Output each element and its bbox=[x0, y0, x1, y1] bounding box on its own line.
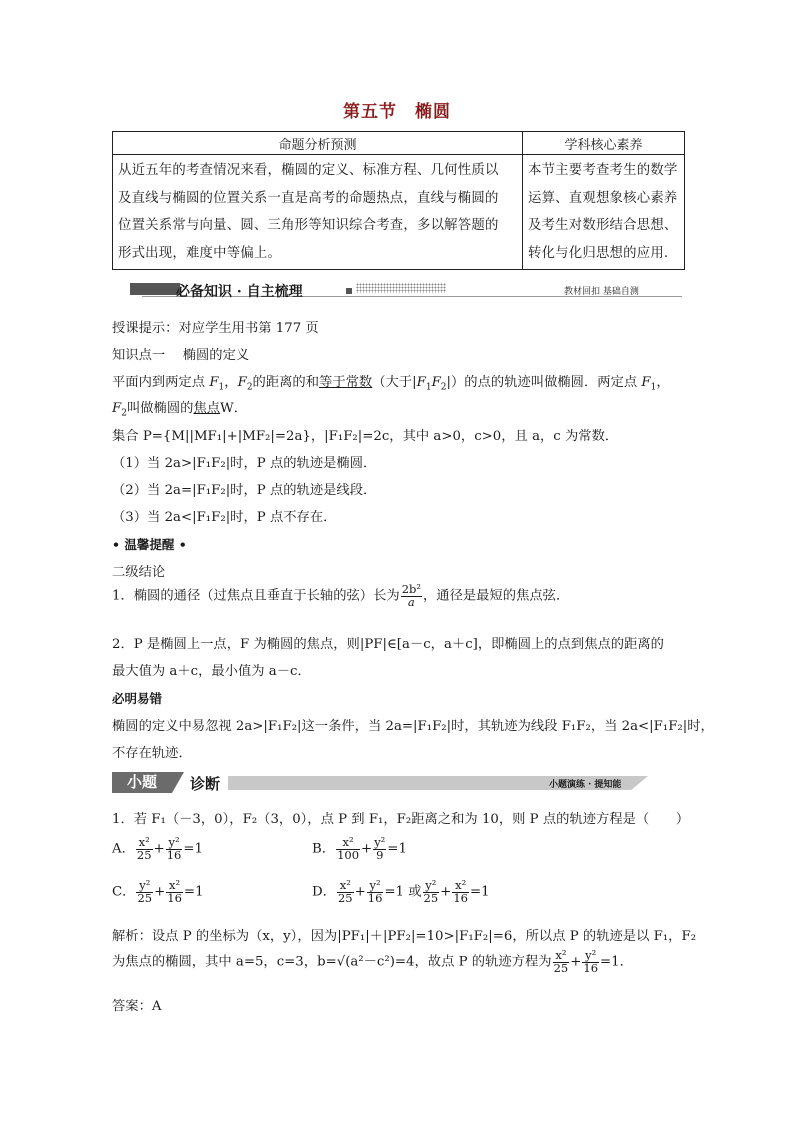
option-c: C． $\frac{\text{y²}}{25}$ + $\frac{\text{x²}}{16}$ =1 bbox=[112, 878, 204, 905]
banner-block bbox=[130, 283, 180, 295]
section-banner-diagnosis bbox=[112, 772, 685, 794]
section-banner-knowledge bbox=[112, 279, 685, 301]
option-d: D． $\frac{\text{x²}}{25}$ + $\frac{\text{y²}}{16}$ =1 或 $\frac{\text{y²}}{25}$ + $\frac{\text{x²}}{16}$ =1 bbox=[312, 878, 490, 905]
fraction: $\frac{\text{2b²}}{a}$ bbox=[401, 582, 421, 609]
mistake-line: 不存在轨迹． bbox=[112, 746, 192, 761]
literacy-line: 运算、直观想象核心素养 bbox=[528, 190, 678, 206]
literacy-line: 转化与化归思想的应用. bbox=[528, 245, 669, 261]
analysis-line: 位置关系常与向量、圆、三角形等知识综合考查，多以解答题的 bbox=[118, 218, 499, 233]
definition-line-1: 平面内到两定点 $F_1$，$F_2$的距离的和等于常数（大于$|F_1F_2|$）的点的轨迹叫做椭圆．两定点 $F_1$， bbox=[112, 375, 670, 393]
knowledge-point-heading: 知识点一 椭圆的定义 bbox=[112, 348, 250, 363]
option-b: B． $\frac{\text{x²}}{100}$ + $\frac{\text{y²}}{9}$ =1 bbox=[312, 835, 407, 862]
definition-line-2: $F_2$叫做椭圆的焦点W． bbox=[112, 401, 248, 419]
underlined-term: 等于常数 bbox=[319, 375, 373, 390]
underlined-term: 焦点 bbox=[193, 401, 221, 416]
secondary-conclusion-heading: 二级结论 bbox=[112, 565, 166, 580]
banner-label: 必备知识 · 自主梳理 bbox=[176, 284, 303, 300]
banner-square bbox=[346, 288, 352, 294]
banner-label: 诊断 bbox=[190, 775, 221, 793]
banner-box: 小题 bbox=[112, 772, 172, 793]
section-title: 第五节 椭圆 bbox=[343, 102, 451, 122]
common-mistake-heading: 必明易错 bbox=[112, 691, 163, 706]
banner-dots bbox=[356, 283, 446, 293]
analysis-text bbox=[113, 155, 523, 270]
case-item: （1）当 2a>|F₁F₂|时，P 点的轨迹是椭圆． bbox=[112, 456, 377, 471]
option-a: A． $\frac{\text{x²}}{25}$ + $\frac{\text{y²}}{16}$ =1 bbox=[112, 835, 203, 862]
set-definition: 集合 P={M||MF₁|+|MF₂|=2a}，|F₁F₂|=2c，其中 a>0，c>0，且 a，c 为常数． bbox=[112, 429, 619, 444]
literacy-text bbox=[523, 155, 685, 270]
case-item: （2）当 2a=|F₁F₂|时，P 点的轨迹是线段． bbox=[112, 483, 377, 498]
analysis-table bbox=[112, 131, 685, 270]
solution-line-2: 为焦点的椭圆，其中 a=5，c=3，b=√(a²－c²)=4，故点 P 的轨迹方程为 $\frac{\text{x²}}{25}$ + $\frac{\text{y²}}{16}$ =1． bbox=[112, 948, 633, 975]
banner-right-text: 教材回扣 基础自测 bbox=[564, 287, 639, 297]
conclusion-2-cont: 最大值为 a＋c，最小值为 a－c． bbox=[112, 664, 311, 679]
solution-line: 解析：设点 P 的坐标为（x，y），因为|PF₁|＋|PF₂|=10>|F₁F₂|=6，所以点 P 的轨迹是以 F₁，F₂ bbox=[112, 929, 697, 944]
analysis-line: 形式出现，难度中等偏上。 bbox=[118, 245, 282, 261]
warm-reminder-heading: • 温馨提醒 • bbox=[112, 537, 187, 552]
banner-triangle bbox=[172, 772, 184, 793]
question-1: 1．若 F₁（－3，0），F₂（3，0），点 P 到 F₁，F₂距离之和为 10，则 P 点的轨迹方程是（ ） bbox=[112, 812, 690, 827]
literacy-line: 本节主要考查考生的数学 bbox=[528, 163, 678, 178]
banner-right-text: 小题演练 · 提知能 bbox=[549, 780, 622, 790]
analysis-line: 及直线与椭圆的位置关系一直是高考的命题热点，直线与椭圆的 bbox=[118, 190, 499, 206]
lesson-hint: 授课提示：对应学生用书第 177 页 bbox=[112, 321, 319, 336]
answer: 答案：A bbox=[112, 999, 162, 1014]
table-header-analysis: 命题分析预测 bbox=[113, 132, 523, 155]
case-item: （3）当 2a<|F₁F₂|时，P 点不存在． bbox=[112, 510, 337, 525]
mistake-line: 椭圆的定义中易忽视 2a>|F₁F₂|这一条件，当 2a=|F₁F₂|时，其轨迹为线段 F₁F₂，当 2a<|F₁F₂|时， bbox=[112, 719, 714, 734]
conclusion-2: 2．P 是椭圆上一点，F 为椭圆的焦点，则|PF|∈[a－c，a＋c]，即椭圆上的点到焦点的距离的 bbox=[112, 637, 664, 652]
conclusion-1: 1．椭圆的通径（过焦点且垂直于长轴的弦）长为 $\frac{\text{2b²}}{a}$ ，通径是最短的焦点弦． bbox=[112, 582, 570, 609]
literacy-line: 及考生对数形结合思想、 bbox=[528, 218, 678, 233]
analysis-line: 从近五年的考查情况来看，椭圆的定义、标准方程、几何性质以 bbox=[118, 163, 499, 178]
table-header-literacy: 学科核心素养 bbox=[523, 132, 685, 155]
